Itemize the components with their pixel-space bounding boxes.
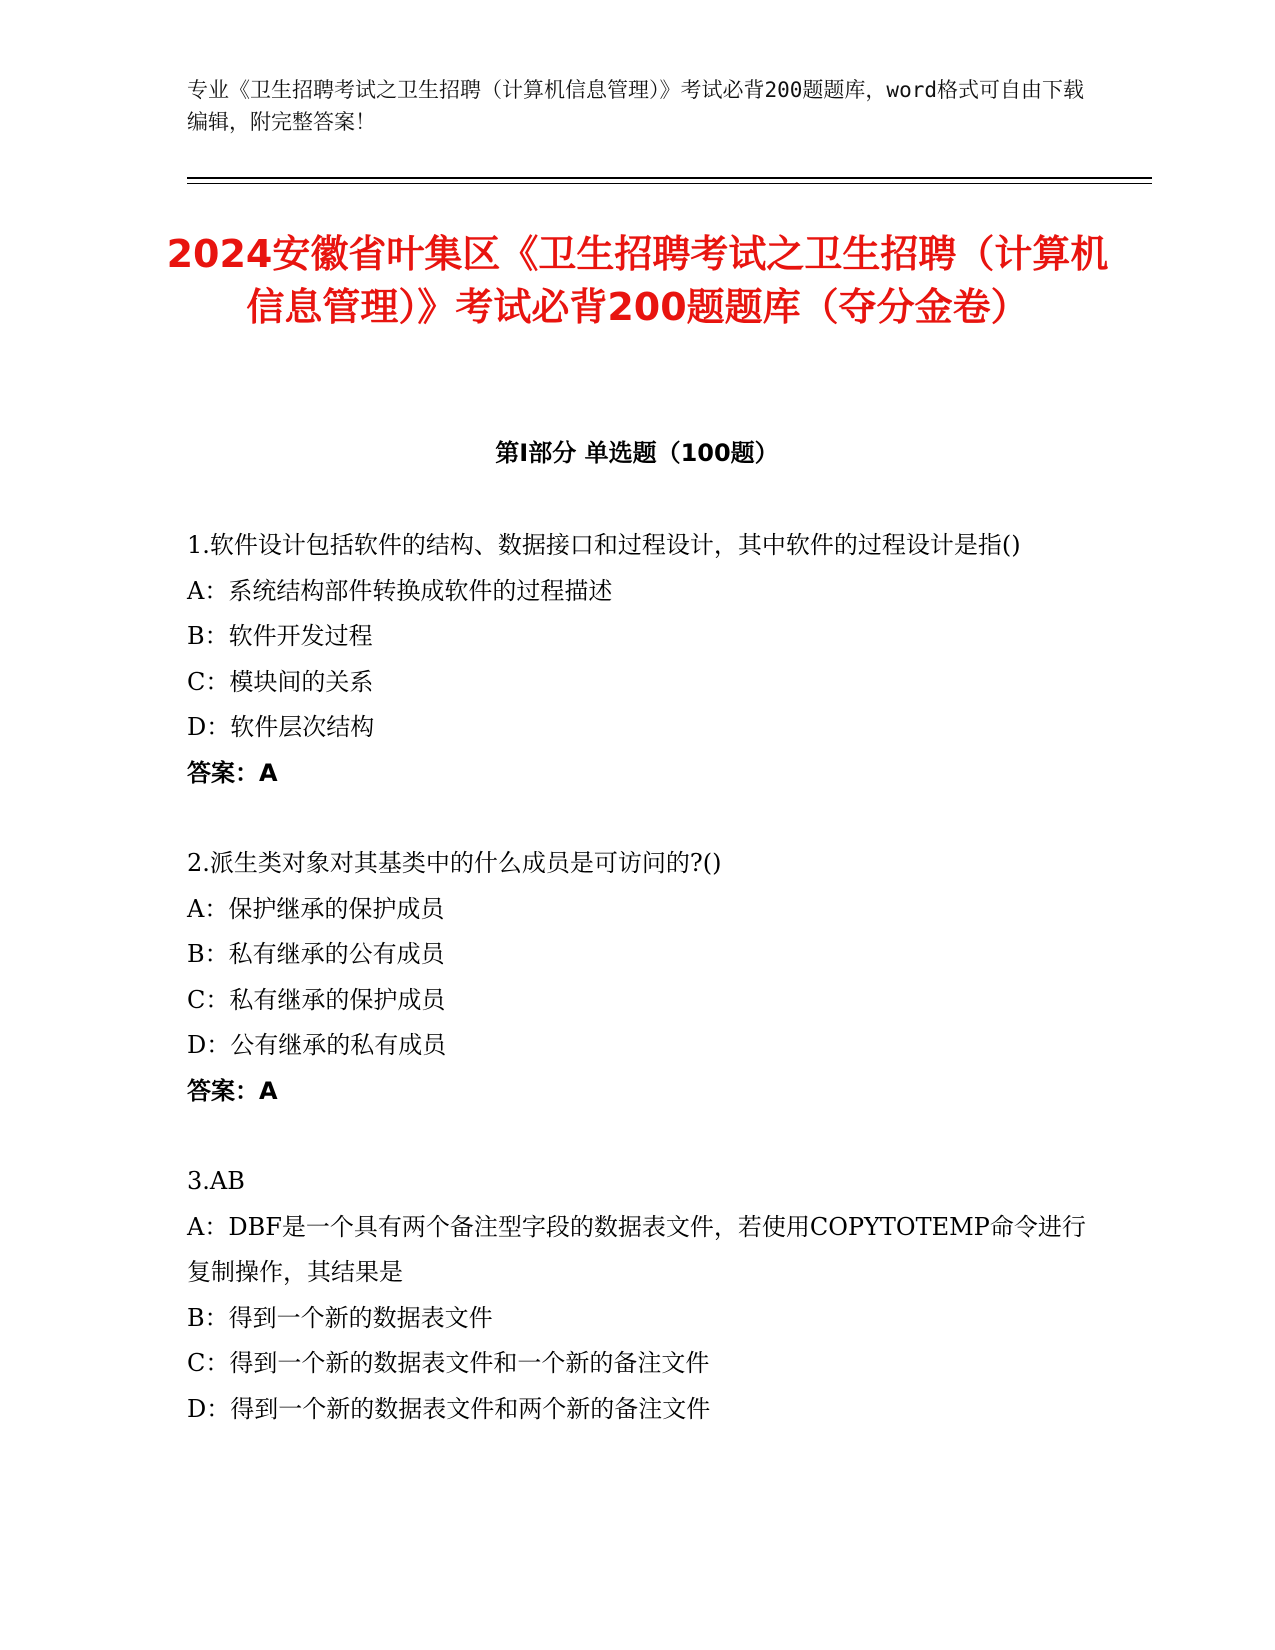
header-rule-thick: [187, 177, 1152, 179]
question-stem: 1.软件设计包括软件的结构、数据接口和过程设计，其中软件的过程设计是指(): [187, 531, 1021, 559]
option-b: B：私有继承的公有成员: [187, 940, 445, 968]
question-3: [187, 1159, 1087, 1432]
option-a: A：系统结构部件转换成软件的过程描述: [187, 576, 613, 605]
question-stem: 3.AB: [187, 1167, 245, 1195]
option-b: B：得到一个新的数据表文件: [187, 1303, 493, 1332]
section-heading: 第Ⅰ部分 单选题（100题）: [495, 439, 779, 467]
option-a: A：DBF是一个具有两个备注型字段的数据表文件，若使用COPYTOTEMP命令进行复制操作，其结果是: [187, 1212, 1086, 1286]
option-c: C：私有继承的保护成员: [187, 985, 446, 1014]
question-1: [187, 523, 1087, 796]
option-d: D：得到一个新的数据表文件和两个新的备注文件: [187, 1394, 711, 1423]
question-stem: 2.派生类对象对其基类中的什么成员是可访问的?(): [187, 849, 722, 877]
question-list: [187, 523, 1087, 1477]
option-a: A：保护继承的保护成员: [187, 894, 445, 923]
header-note: 专业《卫生招聘考试之卫生招聘（计算机信息管理）》考试必背200题题库，word格式可自由下载编辑，附完整答案！: [187, 78, 1084, 134]
option-c: C：得到一个新的数据表文件和一个新的备注文件: [187, 1349, 710, 1377]
option-b: B：软件开发过程: [187, 622, 373, 650]
answer-line: 答案：A: [187, 758, 278, 787]
header-rule-thin: [187, 183, 1152, 184]
option-d: D：公有继承的私有成员: [187, 1031, 447, 1059]
option-d: D：软件层次结构: [187, 713, 375, 741]
option-c: C：模块间的关系: [187, 667, 374, 696]
answer-line: 答案：A: [187, 1076, 278, 1105]
question-2: [187, 841, 1087, 1114]
document-title: 2024安徽省叶集区《卫生招聘考试之卫生招聘（计算机信息管理）》考试必背200题题库（夺分金卷）: [166, 232, 1109, 329]
